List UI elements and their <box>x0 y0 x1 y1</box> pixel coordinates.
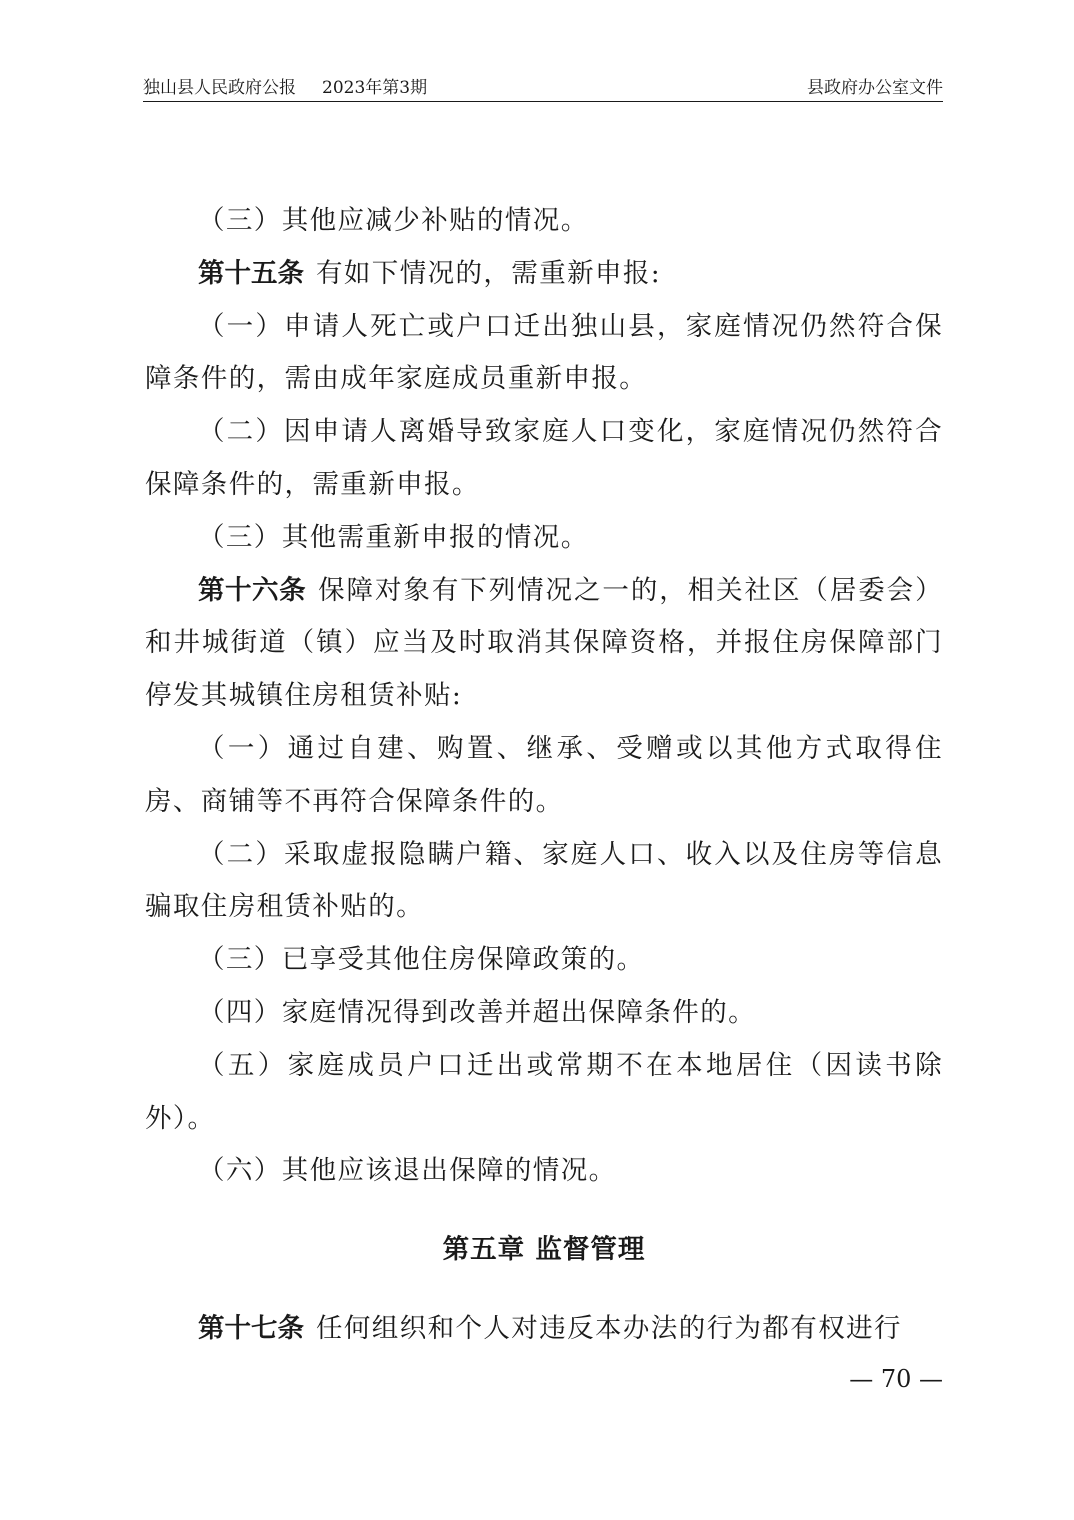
paragraph: （一）申请人死亡或户口迁出独山县，家庭情况仍然符合保障条件的，需由成年家庭成员重新申报。 <box>145 310 943 395</box>
article-title: 第十六条 <box>198 574 307 606</box>
document-body <box>145 195 943 1356</box>
article-title: 第十五条 <box>198 257 304 289</box>
article-text: 保障对象有下列情况之一的，相关社区（居委会）和井城街道（镇）应当及时取消其保障资格，并报住房保障部门停发其城镇住房租赁补贴: <box>145 574 944 712</box>
article-15 <box>145 248 943 301</box>
paragraph: （一）通过自建、购置、继承、受赠或以其他方式取得住房、商铺等不再符合保障条件的。 <box>145 732 943 817</box>
chapter-heading: 第五章 监督管理 <box>442 1234 646 1266</box>
header-rule <box>143 101 943 102</box>
paragraph: （二）采取虚报隐瞒户籍、家庭人口、收入以及住房等信息骗取住房租赁补贴的。 <box>145 838 943 923</box>
article-text: 任何组织和个人对违反本办法的行为都有权进行 <box>316 1312 902 1344</box>
article-text: 有如下情况的，需重新申报: <box>316 257 662 289</box>
header-section: 县政府办公室文件 <box>807 78 943 98</box>
issue-number: 2023年第3期 <box>322 78 428 98</box>
article-17 <box>145 1303 943 1356</box>
publication-name: 独山县人民政府公报 <box>143 78 296 98</box>
paragraph: （四）家庭情况得到改善并超出保障条件的。 <box>198 996 756 1028</box>
paragraph: （三）已享受其他住房保障政策的。 <box>198 944 645 976</box>
paragraph: （三）其他应减少补贴的情况。 <box>198 205 589 236</box>
page-header <box>143 76 943 100</box>
paragraph: （三）其他需重新申报的情况。 <box>198 521 589 553</box>
page-number: — 70 — <box>849 1365 943 1393</box>
paragraph: （六）其他应该退出保障的情况。 <box>198 1155 617 1187</box>
article-title: 第十七条 <box>198 1312 304 1344</box>
paragraph: （二）因申请人离婚导致家庭人口变化，家庭情况仍然符合保障条件的，需重新申报。 <box>145 416 943 500</box>
header-left <box>143 76 453 100</box>
article-16 <box>145 565 943 723</box>
paragraph: （五）家庭成员户口迁出或常期不在本地居住（因读书除外）。 <box>145 1049 943 1134</box>
